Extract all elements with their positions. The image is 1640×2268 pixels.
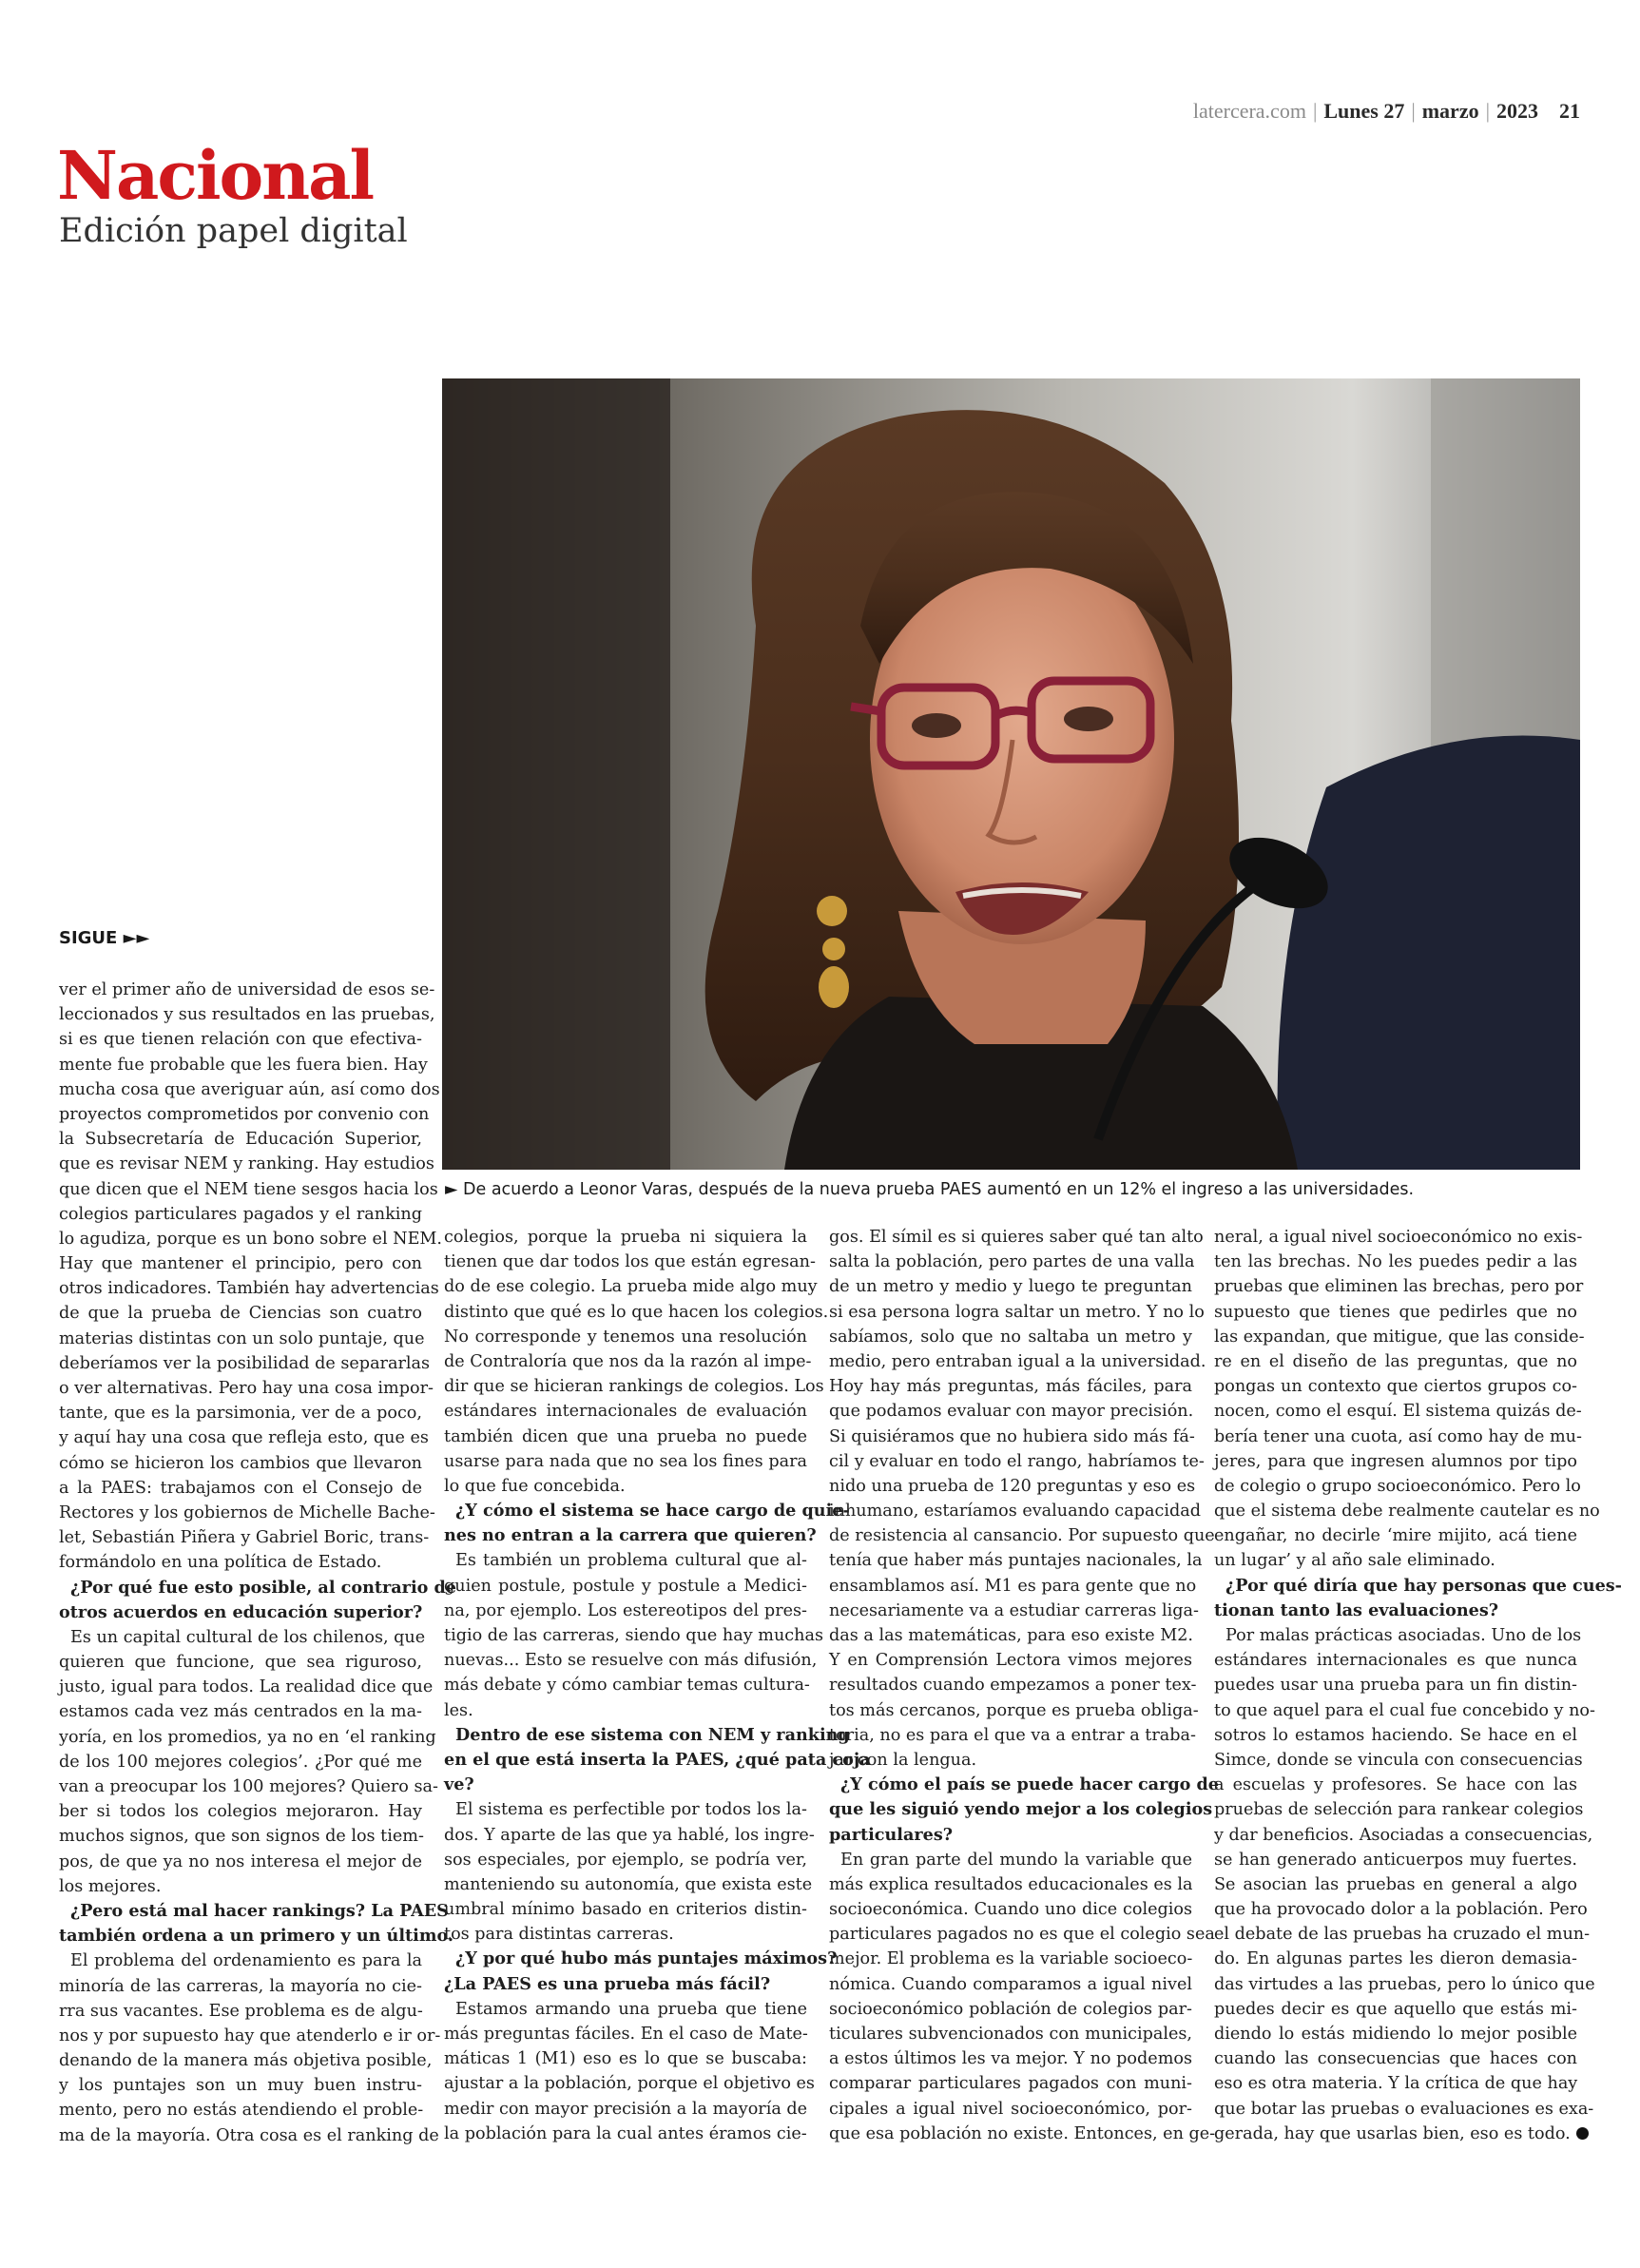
end-of-article-icon (1576, 2127, 1589, 2140)
article-text-line: ensamblamos así. M1 es para gente que no (829, 1576, 1197, 1596)
portrait-photo (442, 378, 1580, 1170)
article-text-line: les. (444, 1700, 473, 1720)
article-text-line: Se asocian las pruebas en general a algo (1214, 1874, 1577, 1894)
article-text-line: Rectores y los gobiernos de Michelle Bache- (59, 1502, 435, 1522)
article-text-line: nido una prueba de 120 preguntas y eso es (829, 1476, 1196, 1496)
article-text-line: cipales a igual nivel socioeconómico, por- (829, 2099, 1192, 2119)
article-text-line: las expandan, que mitigue, que las conside- (1214, 1327, 1585, 1347)
article-text-line: cuando las consecuencias que haces con (1214, 2049, 1577, 2069)
article-text-line: que dicen que el NEM tiene sesgos hacia los (59, 1179, 438, 1199)
separator: | (1312, 99, 1318, 123)
article-text-line: de resistencia al cansancio. Por supuesto que (829, 1526, 1215, 1546)
interview-question-line: Dentro de ese sistema con NEM y ranking (455, 1724, 850, 1745)
article-text-line: usarse para nada que no sea los fines para (444, 1451, 807, 1471)
interview-question-line: ve? (444, 1774, 474, 1795)
article-text-line: Estamos armando una prueba que tiene (455, 1999, 807, 2019)
article-text-line: ten las brechas. No les puedes pedir a las (1214, 1252, 1577, 1272)
section-subtitle: Edición papel digital (59, 212, 408, 250)
interview-question-line: particulares? (829, 1824, 954, 1845)
article-text-line: Hoy hay más preguntas, más fáciles, para (829, 1377, 1192, 1397)
article-text-line: materias distintas con un solo puntaje, que (59, 1328, 425, 1348)
article-text-line: formándolo en una política de Estado. (59, 1553, 382, 1573)
article-text-line: supuesto que tienes que pedirles que no (1214, 1302, 1577, 1322)
article-text-line: más preguntas fáciles. En el caso de Mate- (444, 2025, 808, 2044)
interview-question-line: otros acuerdos en educación superior? (59, 1601, 423, 1622)
article-text-line: eso es otra materia. Y la crítica de que hay (1214, 2074, 1578, 2094)
article-text-line: tante, que es la parsimonia, ver de a poco, (59, 1404, 422, 1424)
article-text-line: si esa persona logra saltar un metro. Y no lo (829, 1302, 1205, 1322)
article-text-line: socioeconómico población de colegios par- (829, 1999, 1192, 2019)
photo-caption: ► De acuerdo a Leonor Varas, después de la nueva prueba PAES aumentó en un 12% el ingreso a las universidades. (445, 1180, 1415, 1199)
interview-question-line: ¿Por qué diría que hay personas que cues- (1225, 1575, 1622, 1596)
article-text-line: estamos cada vez más centrados en la ma- (59, 1702, 422, 1722)
article-text-line: cil y evaluar en todo el rango, habríamos te- (829, 1451, 1205, 1471)
article-text-line: más explica resultados educacionales es la (829, 1874, 1193, 1894)
interview-question-line: en el que está inserta la PAES, ¿qué pata coja (444, 1749, 871, 1770)
article-text-line: Si quisiéramos que no hubiera sido más fá- (829, 1426, 1195, 1446)
article-text-line: Es un capital cultural de los chilenos, que (70, 1627, 426, 1647)
article-text-line: el debate de las pruebas ha cruzado el mun- (1214, 1925, 1591, 1945)
interview-question-line: ¿Pero está mal hacer rankings? La PAES (70, 1900, 449, 1921)
article-text-line: de un metro y medio y luego te preguntan (829, 1277, 1192, 1297)
article-text-line: puedes usar una prueba para un fin distin- (1214, 1676, 1577, 1696)
article-text-line: también dicen que una prueba no puede (444, 1426, 807, 1446)
article-text-line: mento, pero no estás atendiendo el proble- (59, 2101, 424, 2121)
article-text-line: tienen que dar todos los que están egresan- (444, 1252, 816, 1272)
article-text-line: engañar, no decirle ‘mire mijito, acá tiene (1214, 1526, 1577, 1546)
article-text-line: guien postule, postule y postule a Medici- (444, 1576, 807, 1596)
article-text-line: gerada, hay que usarlas bien, eso es todo. (1214, 2122, 1577, 2146)
article-text-line: pruebas que eliminen las brechas, pero por (1214, 1277, 1584, 1297)
article-text-line: medir con mayor precisión a la mayoría de (444, 2099, 808, 2119)
separator: | (1411, 99, 1416, 123)
article-column-3 (829, 1225, 1219, 2146)
article-text-line: salta la población, pero partes de una valla (829, 1252, 1195, 1272)
article-text-line: ticulares subvencionados con municipales, (829, 2025, 1192, 2044)
interview-question-line: ¿Y cómo el sistema se hace cargo de quie- (455, 1501, 850, 1522)
interview-question-line: ¿Y por qué hubo más puntajes máximos? (455, 1948, 838, 1969)
header-year: 2023 (1496, 99, 1538, 123)
article-text-line: tenía que haber más puntajes nacionales, la (829, 1551, 1203, 1571)
article-text-line: diendo lo estás midiendo lo mejor posible (1214, 2025, 1577, 2044)
article-text-line: un lugar’ y al año sale eliminado. (1214, 1551, 1495, 1571)
article-text-line: ver el primer año de universidad de esos se- (59, 980, 435, 999)
article-text-line: Por malas prácticas asociadas. Uno de los (1225, 1626, 1582, 1645)
article-text-line: na, por ejemplo. Los estereotipos del pres- (444, 1600, 807, 1620)
article-text-line: No corresponde y tenemos una resolución (444, 1327, 807, 1347)
article-column-1 (59, 978, 456, 2148)
article-text-line: que ha provocado dolor a la población. Pero (1214, 1900, 1588, 1920)
article-text-line: manteniendo su autonomía, que exista este (444, 1874, 813, 1894)
article-text-line: mente fue probable que les fuera bien. Hay (59, 1055, 428, 1075)
article-text-line: let, Sebastián Piñera y Gabriel Boric, trans- (59, 1528, 430, 1548)
article-text-line: que podamos evaluar con mayor precisión. (829, 1402, 1194, 1422)
article-text-line: ber si todos los colegios mejoraron. Hay (59, 1802, 422, 1822)
article-text-line: otros indicadores. También hay advertencias (59, 1279, 439, 1299)
article-text-line: justo, igual para todos. La realidad dice que (59, 1677, 434, 1697)
interview-question-line: también ordena a un primero y un último. (59, 1926, 453, 1947)
article-text-line: o ver alternativas. Pero hay una cosa impor- (59, 1379, 434, 1398)
article-text-line: comparar particulares pagados con muni- (829, 2074, 1192, 2094)
article-text-line: do. En algunas partes les dieron demasia- (1214, 1949, 1577, 1969)
article-text-line: El problema del ordenamiento es para la (70, 1951, 422, 1971)
article-text-line: neral, a igual nivel socioeconómico no exis- (1214, 1228, 1583, 1247)
article-text-line: deberíamos ver la posibilidad de separarlas (59, 1353, 431, 1373)
article-text-line: que esa población no existe. Entonces, en ge- (829, 2123, 1216, 2143)
article-text-line: dir que se hicieran rankings de colegios. Los (444, 1377, 824, 1397)
article-text-line: nuevas... Esto se resuelve con más difusión, (444, 1651, 818, 1671)
article-text-line: nos y por supuesto hay que atenderlo e ir or- (59, 2026, 441, 2045)
article-text-line: mucha cosa que averiguar aún, así como dos (59, 1079, 440, 1099)
article-text-line: se han generado anticuerpos muy fuertes. (1214, 1850, 1577, 1870)
article-text-line: la población para la cual antes éramos cie- (444, 2123, 807, 2143)
interview-question-line: ¿La PAES es una prueba más fácil? (444, 1973, 771, 1994)
article-text-line: a la PAES: trabajamos con el Consejo de (59, 1478, 422, 1498)
article-text-line: de que la prueba de Ciencias son cuatro (59, 1304, 422, 1324)
article-text-line: pos, de que ya no nos interesa el mejor de (59, 1851, 422, 1871)
article-text-line: a estos últimos les va mejor. Y no podemos (829, 2049, 1192, 2069)
article-text-line: Simce, donde se vincula con consecuencias (1214, 1750, 1583, 1770)
article-text-line: toria, no es para el que va a entrar a traba- (829, 1725, 1196, 1745)
article-text-line: de los 100 mejores colegios’. ¿Por qué me (59, 1752, 422, 1772)
article-text-line: denando de la manera más objetiva posible, (59, 2051, 433, 2071)
article-text-line: En gran parte del mundo la variable que (840, 1850, 1192, 1870)
section-title: Nacional (57, 136, 374, 215)
interview-question-line: ¿Por qué fue esto posible, al contrario de (70, 1577, 456, 1598)
article-text-line: distinto que qué es lo que hacen los colegios. (444, 1302, 829, 1322)
article-text-line: gos. El símil es si quieres saber qué tan alto (829, 1228, 1204, 1247)
interview-question-line: nes no entran a la carrera que quieren? (444, 1525, 817, 1546)
article-text-line: colegios, porque la prueba ni siquiera la (444, 1228, 807, 1247)
article-text-line: El sistema es perfectible por todos los la- (455, 1800, 807, 1820)
article-text-line: lo agudiza, porque es un bono sobre el NEM. (59, 1229, 443, 1249)
site-name[interactable]: latercera.com (1192, 99, 1306, 123)
article-text-line: que botar las pruebas o evaluaciones es exa- (1214, 2099, 1594, 2119)
article-text-line: tigio de las carreras, siendo que hay muchas (444, 1626, 823, 1645)
article-text-line: nómica. Cuando comparamos a igual nivel (829, 1974, 1192, 1994)
article-text-line: puedes decir es que aquello que estás mi- (1214, 1999, 1577, 2019)
article-text-line: que es revisar NEM y ranking. Hay estudios (59, 1154, 434, 1174)
article-text-line: máticas 1 (M1) eso es lo que se buscaba: (444, 2049, 807, 2069)
article-text-line: pongas un contexto que ciertos grupos co- (1214, 1377, 1577, 1397)
article-text-line: re en el diseño de las preguntas, que no (1214, 1351, 1577, 1371)
interview-question-line: tionan tanto las evaluaciones? (1214, 1599, 1499, 1620)
article-text-line: minoría de las carreras, la mayoría no cie- (59, 1976, 422, 1996)
article-text-line: dos. Y aparte de las que ya hablé, los ingre- (444, 1825, 815, 1845)
article-text-line: y los puntajes son un muy buen instru- (59, 2076, 422, 2096)
article-text-line: das a las matemáticas, para eso existe M2. (829, 1626, 1194, 1645)
article-text-line: socioeconómica. Cuando uno dice colegios (829, 1900, 1192, 1920)
article-text-line: de Contraloría que nos da la razón al impe- (444, 1351, 812, 1371)
article-text-line: lo que fue concebida. (444, 1476, 626, 1496)
article-text-line: leccionados y sus resultados en las pruebas, (59, 1005, 435, 1025)
article-text-line: jeres, para que ingresen alumnos por tipo (1214, 1451, 1577, 1471)
header-day: Lunes 27 (1323, 99, 1405, 123)
interview-question-line: que les siguió yendo mejor a los colegios (829, 1799, 1213, 1820)
article-text-line: ma de la mayoría. Otra cosa es el ranking de (59, 2125, 439, 2145)
article-text-line: tos más cercanos, porque es prueba obliga- (829, 1700, 1199, 1720)
portrait-photo-illustration (442, 378, 1580, 1170)
article-text-line: rra sus vacantes. Ese problema es de algu- (59, 2001, 423, 2021)
article-text-line: mejor. El problema es la variable socioeco- (829, 1949, 1193, 1969)
page-header (1193, 99, 1580, 124)
article-text-line: los mejores. (59, 1876, 162, 1896)
article-text-line: estándares internacionales de evaluación (444, 1402, 807, 1422)
article-text-line: si es que tienen relación con que efectiva- (59, 1030, 422, 1050)
article-text-line: tos para distintas carreras. (444, 1925, 674, 1945)
article-text-line: das virtudes a las pruebas, pero lo único que (1214, 1974, 1595, 1994)
article-text-line: necesariamente va a estudiar carreras liga- (829, 1600, 1199, 1620)
article-text-line: nocen, como el esquí. El sistema quizás de- (1214, 1402, 1582, 1422)
article-text-line: más debate y cómo cambiar temas cultura- (444, 1676, 810, 1696)
article-text-line: pruebas de selección para rankear colegios (1214, 1800, 1584, 1820)
article-text-line: sabíamos, solo que no saltaba un metro y (829, 1327, 1192, 1347)
article-text-line: Hay que mantener el principio, pero con (59, 1254, 422, 1274)
article-text-line: jar con la lengua. (829, 1750, 977, 1770)
separator: | (1485, 99, 1490, 123)
article-text-line: cómo se hicieron los cambios que llevaron (59, 1453, 422, 1473)
article-text-line: inhumano, estaríamos evaluando capacidad (829, 1502, 1201, 1522)
article-text-line: y aquí hay una cosa que refleja esto, que es (59, 1428, 429, 1448)
article-text-line: que el sistema debe realmente cautelar es no (1214, 1502, 1600, 1522)
article-text-line: umbral mínimo basado en criterios distin- (444, 1900, 807, 1920)
article-text-line: van a preocupar los 100 mejores? Quiero sa- (59, 1777, 438, 1796)
article-text-line: estándares internacionales es que nunca (1214, 1651, 1577, 1671)
article-column-2 (444, 1225, 871, 2146)
article-text-line: Es también un problema cultural que al- (455, 1551, 807, 1571)
article-text-line: yoría, en los promedios, ya no en ‘el ranking (59, 1727, 436, 1747)
article-text-line: resultados cuando empezamos a poner tex- (829, 1676, 1197, 1696)
article-text-line: sotros lo estamos haciendo. Se hace en el (1214, 1725, 1577, 1745)
article-text-line: colegios particulares pagados y el ranking (59, 1204, 422, 1224)
article-text-line: do de ese colegio. La prueba mide algo muy (444, 1277, 818, 1297)
header-month: marzo (1421, 99, 1479, 123)
article-text-line: sos especiales, por ejemplo, se podría ver, (444, 1850, 807, 1870)
article-text-line: a escuelas y profesores. Se hace con las (1214, 1775, 1577, 1795)
article-text-line: y dar beneficios. Asociadas a consecuencias, (1214, 1825, 1593, 1845)
page-number: 21 (1559, 99, 1580, 123)
article-text-line: particulares pagados no es que el colegio sea (829, 1925, 1215, 1945)
article-column-4 (1214, 1225, 1622, 2146)
article-text-line: medio, pero entraban igual a la universidad. (829, 1351, 1206, 1371)
article-text-line: proyectos comprometidos por convenio con (59, 1104, 430, 1124)
article-text-line: muchos signos, que son signos de los tiem- (59, 1827, 424, 1847)
interview-question-line: ¿Y cómo el país se puede hacer cargo de (840, 1774, 1219, 1795)
article-text-line: de colegio o grupo socioeconómico. Pero lo (1214, 1476, 1581, 1496)
article-text-line: to que aquel para el cual fue concebido y no- (1214, 1700, 1595, 1720)
continued-marker: SIGUE ►► (59, 928, 150, 948)
article-text-line: bería tener una cuota, así como hay de mu- (1214, 1426, 1582, 1446)
article-text-line: quieren que funcione, que sea riguroso, (59, 1653, 422, 1673)
article-text-line: ajustar a la población, porque el objetivo es (444, 2074, 815, 2094)
article-text-line: la Subsecretaría de Educación Superior, (59, 1130, 422, 1150)
article-text-line: Y en Comprensión Lectora vimos mejores (829, 1651, 1192, 1671)
